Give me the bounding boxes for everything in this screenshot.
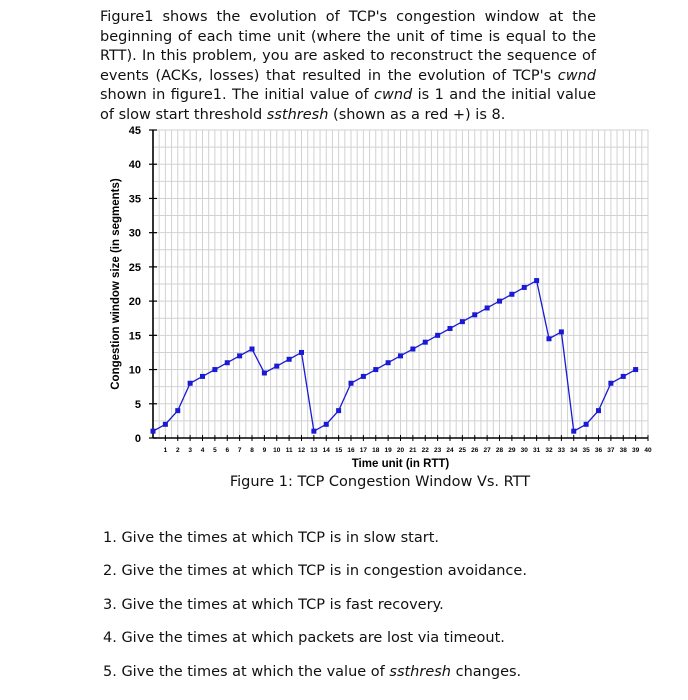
x-tick-label: 12	[297, 447, 306, 454]
figure-caption: Figure 1: TCP Congestion Window Vs. RTT	[229, 474, 531, 490]
cwnd-data-point	[324, 422, 329, 427]
cwnd-data-point	[448, 326, 453, 331]
x-tick-label: 18	[372, 447, 380, 454]
x-tick-label: 36	[594, 447, 603, 454]
x-axis-title: Time unit (in RTT)	[351, 458, 450, 470]
cwnd-data-point	[596, 408, 601, 413]
intro-text-1: Figure1 shows the evolution of TCP's congestion window at the beginning of each time unit (where the unit of time is equal to the RTT). In this problem, you are asked to reconstruct the sequence of events (ACKs, losses) that resulted in the evolution of TCP's	[100, 9, 596, 84]
x-tick-label: 2	[175, 447, 180, 454]
cwnd-data-point	[373, 367, 378, 372]
x-tick-label: 22	[421, 447, 429, 454]
x-tick-label: 11	[285, 447, 293, 454]
cwnd-data-point	[472, 312, 477, 317]
x-tick-label: 19	[384, 447, 392, 454]
intro-text-2: shown in figure1. The initial value of	[100, 87, 375, 103]
cwnd-data-point	[151, 429, 156, 434]
question-item: 3. Give the times at which TCP is fast recovery.	[103, 596, 444, 613]
x-tick-label: 27	[483, 447, 491, 454]
x-tick-label: 31	[533, 447, 541, 454]
cwnd-data-point	[522, 285, 527, 290]
intro-text-3: is 1 and the initial value of slow start threshold	[100, 87, 596, 123]
cwnd-data-point	[212, 367, 217, 372]
y-tick-label: 15	[128, 330, 141, 343]
cwnd-data-point	[571, 429, 576, 434]
y-tick-label: 30	[128, 227, 141, 240]
x-tick-label: 24	[446, 447, 454, 454]
x-tick-label: 14	[322, 447, 330, 454]
x-tick-label: 28	[495, 447, 504, 454]
cwnd-data-point	[274, 364, 279, 369]
y-tick-label: 35	[128, 193, 141, 206]
x-tick-label: 32	[545, 447, 553, 454]
intro-cwnd-term: cwnd	[557, 67, 596, 84]
x-tick-label: 17	[359, 447, 367, 454]
congestion-window-chart	[100, 120, 660, 475]
cwnd-data-point	[460, 319, 465, 324]
y-axis-title: Congestion window size (in segments)	[110, 178, 122, 390]
x-tick-label: 9	[262, 447, 267, 454]
x-tick-label: 3	[188, 447, 192, 454]
cwnd-data-point	[608, 381, 613, 386]
cwnd-data-point	[386, 360, 391, 365]
intro-ssthresh-term: ssthresh	[266, 106, 329, 123]
x-tick-label: 13	[310, 447, 318, 454]
y-tick-label: 10	[128, 364, 141, 377]
x-tick-label: 7	[237, 447, 242, 454]
cwnd-data-point	[361, 374, 366, 379]
x-tick-label: 15	[335, 447, 343, 454]
x-tick-label: 6	[225, 447, 230, 454]
x-tick-label: 4	[200, 447, 205, 454]
x-tick-label: 39	[632, 447, 640, 454]
cwnd-data-point	[349, 381, 354, 386]
problem-intro	[100, 8, 596, 125]
cwnd-data-point	[509, 292, 514, 297]
x-tick-label: 29	[508, 447, 516, 454]
cwnd-data-point	[225, 360, 230, 365]
cwnd-data-point	[262, 370, 267, 375]
cwnd-data-point	[163, 422, 168, 427]
cwnd-data-point	[398, 353, 403, 358]
question-5-ssthresh-term: ssthresh	[389, 663, 452, 680]
question-5-text-before: 5. Give the times at which the value of	[103, 663, 390, 680]
intro-text-4: (shown as a red +) is 8.	[328, 106, 506, 123]
question-item: 2. Give the times at which TCP is in congestion avoidance.	[103, 563, 527, 580]
x-tick-label: 5	[213, 447, 217, 454]
x-tick-label: 23	[434, 447, 442, 454]
x-tick-label: 8	[250, 447, 254, 454]
intro-cwnd-term-2: cwnd	[374, 87, 413, 103]
x-tick-label: 16	[347, 447, 355, 454]
x-tick-label: 1	[163, 447, 168, 454]
cwnd-data-point	[633, 367, 638, 372]
x-tick-label: 20	[396, 447, 405, 454]
x-tick-label: 40	[644, 447, 652, 454]
question-list	[103, 528, 527, 695]
x-tick-label: 37	[607, 447, 615, 454]
cwnd-data-point	[559, 329, 564, 334]
cwnd-data-point	[287, 357, 292, 362]
y-tick-label: 25	[128, 261, 141, 274]
question-item	[103, 662, 527, 695]
y-tick-label: 0	[134, 433, 141, 445]
y-tick-label: 40	[128, 159, 141, 172]
y-tick-label: 5	[134, 398, 141, 411]
cwnd-data-point	[435, 333, 440, 338]
y-tick-label: 20	[128, 296, 141, 309]
question-5-text-after: changes.	[451, 663, 522, 680]
cwnd-data-point	[497, 299, 502, 304]
cwnd-data-point	[485, 305, 490, 310]
cwnd-data-point	[336, 408, 341, 413]
cwnd-data-point	[547, 336, 552, 341]
x-tick-label: 30	[520, 447, 528, 454]
x-tick-label: 25	[458, 447, 466, 454]
x-tick-label: 10	[273, 447, 281, 454]
question-item: 4. Give the times at which packets are lost via timeout.	[103, 630, 505, 647]
cwnd-data-point	[175, 408, 180, 413]
cwnd-data-point	[621, 374, 626, 379]
cwnd-data-point	[299, 350, 304, 355]
cwnd-data-point	[250, 347, 255, 352]
y-tick-label: 45	[128, 125, 141, 137]
cwnd-data-point	[200, 374, 205, 379]
cwnd-data-point	[237, 353, 242, 358]
x-tick-label: 33	[557, 447, 565, 454]
cwnd-data-point	[311, 429, 316, 434]
cwnd-data-point	[410, 347, 415, 352]
x-tick-label: 35	[582, 447, 590, 454]
question-item: 1. Give the times at which TCP is in slow start.	[103, 530, 439, 546]
x-tick-label: 21	[409, 447, 417, 454]
x-tick-label: 38	[619, 447, 627, 454]
x-tick-label: 34	[570, 447, 578, 454]
cwnd-data-point	[534, 278, 539, 283]
x-tick-label: 26	[471, 447, 479, 454]
cwnd-data-point	[188, 381, 193, 386]
cwnd-data-point	[423, 340, 428, 345]
cwnd-data-point	[584, 422, 589, 427]
